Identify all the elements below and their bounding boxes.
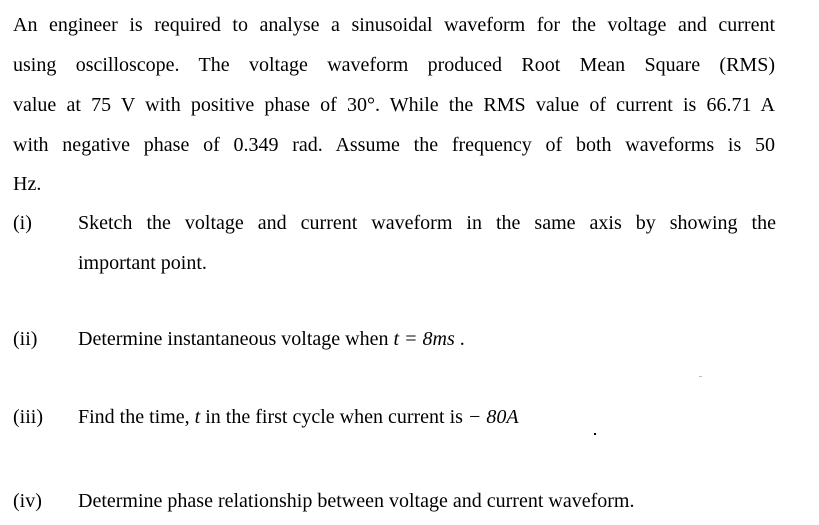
intro-line-5: Hz. <box>13 173 42 195</box>
intro-line-1: An engineer is required to analyse a sinusoidal waveform for the voltage and current <box>13 14 775 36</box>
math-expression: − 80A <box>467 406 519 428</box>
question-text: Determine phase relationship between voltage and current waveform. <box>78 490 635 512</box>
question-text-line-1: Sketch the voltage and current waveform in the same axis by showing the <box>78 212 776 234</box>
question-text <box>78 327 465 351</box>
math-expression: t = 8ms <box>393 328 455 350</box>
question-text-middle: in the first cycle when current is <box>200 406 468 428</box>
scan-mark <box>699 376 702 377</box>
question-text-line-2: important point. <box>78 252 207 274</box>
intro-line-2: using oscilloscope. The voltage waveform produced Root Mean Square (RMS) <box>13 54 775 76</box>
math-variable: t <box>194 406 201 428</box>
question-label: (ii) <box>13 328 38 350</box>
question-text-before: Find the time, <box>78 406 195 428</box>
question-text-after: . <box>454 328 465 350</box>
question-label: (iii) <box>13 406 43 428</box>
trailing-dot <box>594 433 596 435</box>
question-text-before: Determine instantaneous voltage when <box>78 328 394 350</box>
intro-line-3: value at 75 V with positive phase of 30°. While the RMS value of current is 66.71 A <box>13 94 775 116</box>
question-label: (iv) <box>13 490 42 512</box>
question-text <box>78 405 519 429</box>
question-label: (i) <box>13 212 32 234</box>
intro-line-4: with negative phase of 0.349 rad. Assume the frequency of both waveforms is 50 <box>13 134 775 156</box>
